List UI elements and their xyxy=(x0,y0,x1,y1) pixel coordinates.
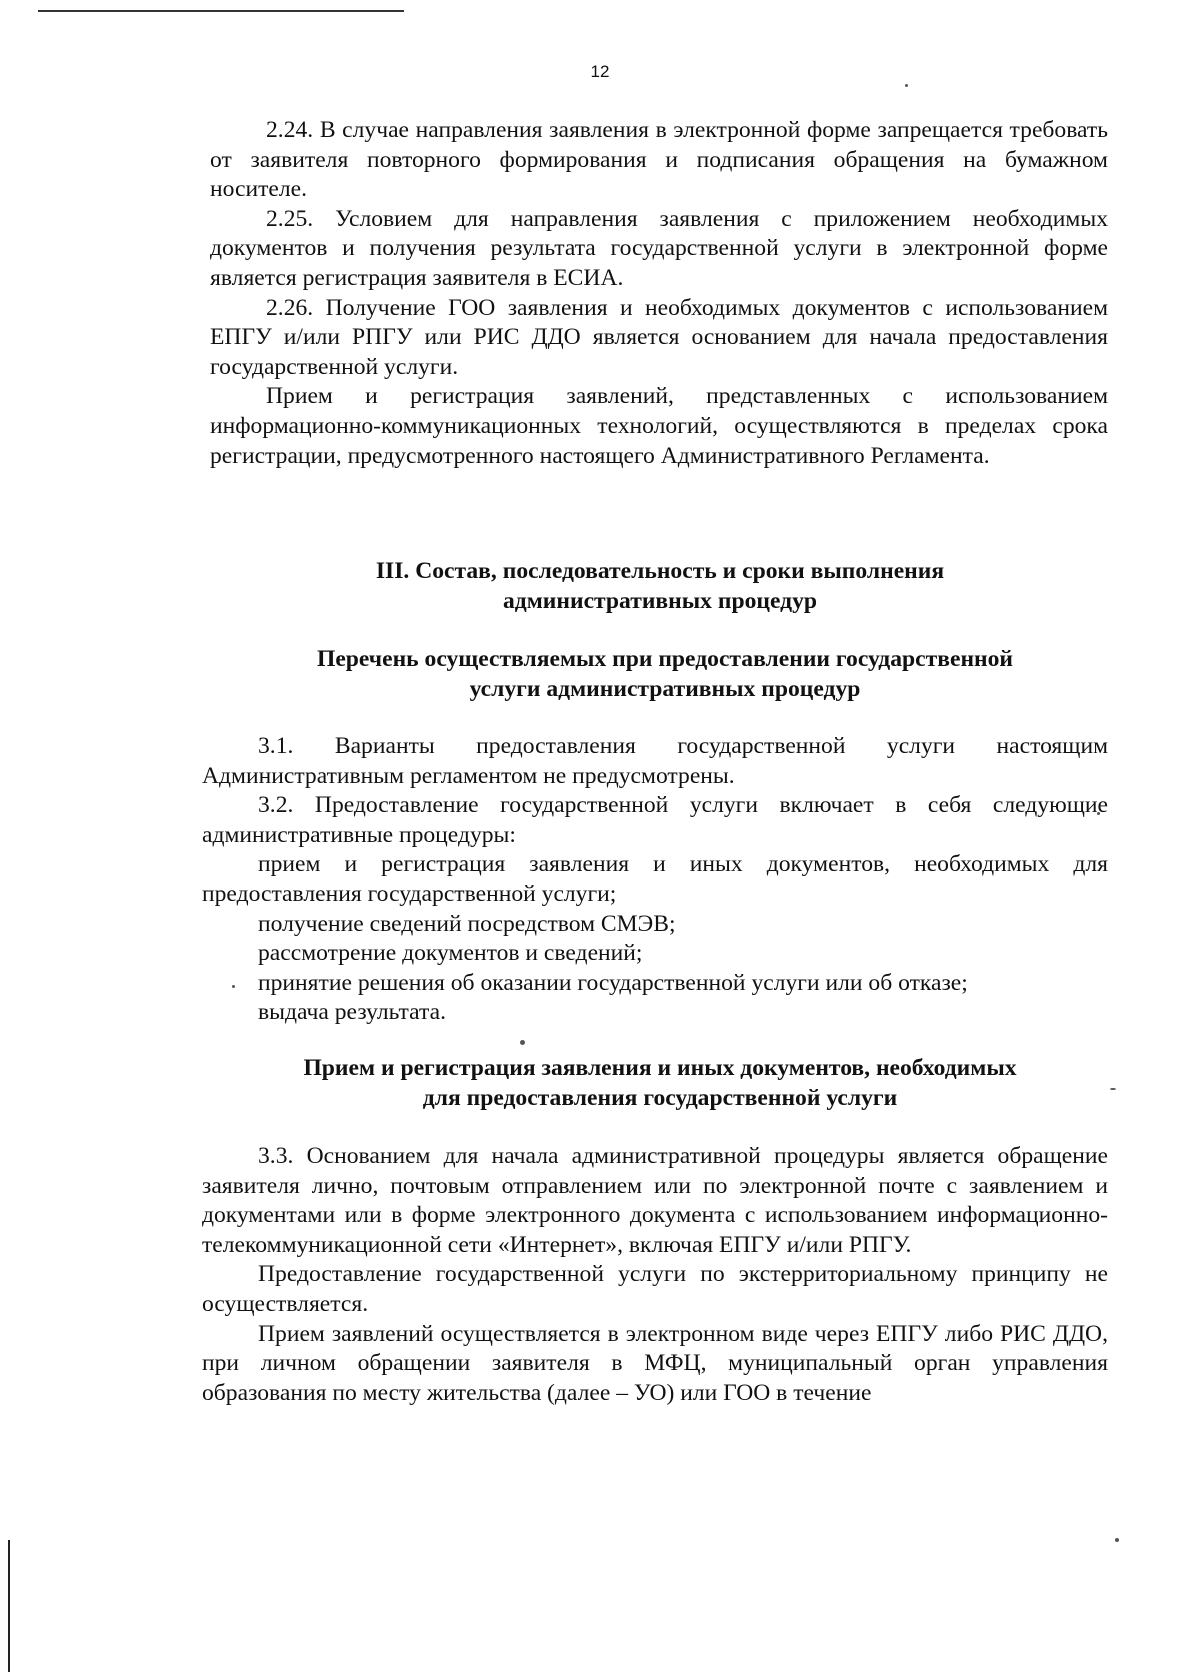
top-section xyxy=(210,116,1108,471)
procedure-item: выдача результата. xyxy=(258,999,446,1026)
scan-artifact-top-line xyxy=(38,10,404,12)
paragraph-2-26: 2.26. Получение ГОО заявления и необходимых документов с использованием ЕПГУ и/или РПГУ или РИС ДДО является основанием для начала предоставления государственной услуги. xyxy=(210,294,1108,380)
section-iii-heading xyxy=(0,556,1200,616)
paragraph-applications: Прием заявлений осуществляется в электронном виде через ЕПГУ либо РИС ДДО, при личном обращении заявителя в МФЦ, муниципальный орган управления образования по месту жительства (далее – УО) или ГОО в течение xyxy=(202,1320,1108,1406)
procedure-item: прием и регистрация заявления и иных документов, необходимых для предоставления государственной услуги; xyxy=(202,851,1108,907)
reception-registration-heading-line1: Прием и регистрация заявления и иных документов, необходимых xyxy=(303,1055,1017,1081)
section-iii-heading-line1: III. Состав, последовательность и сроки выполнения xyxy=(375,558,945,584)
reception-registration-heading xyxy=(0,1053,1200,1113)
paragraph-3-3: 3.3. Основанием для начала административной процедуры является обращение заявителя лично, почтовым отправлением или по электронной почте с заявлением и документами или в форме электронного документа с использованием информационно-телекоммуникационной сети «Интернет», включая ЕПГУ и/или РПГУ. xyxy=(202,1143,1108,1258)
reception-registration-section xyxy=(202,1142,1108,1408)
procedures-list-section xyxy=(202,732,1108,1028)
procedure-item: получение сведений посредством СМЭВ; xyxy=(258,910,676,937)
scan-speck xyxy=(520,1040,525,1045)
procedure-item: рассмотрение документов и сведений; xyxy=(258,940,643,967)
paragraph-3-1: 3.1. Варианты предоставления государственной услуги настоящим Административным регламентом не предусмотрены. xyxy=(202,733,1108,789)
procedures-list-heading xyxy=(0,644,1200,704)
paragraph-reception-registration: Прием и регистрация заявлений, представленных с использованием информационно-коммуникационных технологий, осуществляются в пределах срока регистрации, предусмотренного настоящего Административного Регламента. xyxy=(210,383,1108,469)
paragraph-2-24: 2.24. В случае направления заявления в электронной форме запрещается требовать от заявителя повторного формирования и подписания обращения на бумажном носителе. xyxy=(210,117,1108,203)
scan-speck xyxy=(905,84,908,87)
paragraph-extraterritorial: Предоставление государственной услуги по экстерриториальному принципу не осуществляется. xyxy=(202,1261,1108,1317)
procedure-item: принятие решения об оказании государственной услуги или об отказе; xyxy=(258,969,968,996)
scan-artifact-left-line xyxy=(8,1540,10,1672)
page-number: 12 xyxy=(590,62,610,81)
reception-registration-heading-line2: для предоставления государственной услуги xyxy=(422,1085,898,1111)
paragraph-3-2: 3.2. Предоставление государственной услуги включает в себя следующие административные процедуры: xyxy=(202,792,1108,848)
section-iii-heading-line2: административных процедур xyxy=(503,588,817,614)
procedures-list-heading-line2: услуги административных процедур xyxy=(469,676,861,702)
scan-speck xyxy=(1115,1538,1119,1542)
paragraph-2-25: 2.25. Условием для направления заявления с приложением необходимых документов и получения результата государственной услуги в электронной форме является регистрация заявителя в ЕСИА. xyxy=(210,205,1108,291)
procedures-list-heading-line1: Перечень осуществляемых при предоставлении государственной xyxy=(316,646,1014,672)
